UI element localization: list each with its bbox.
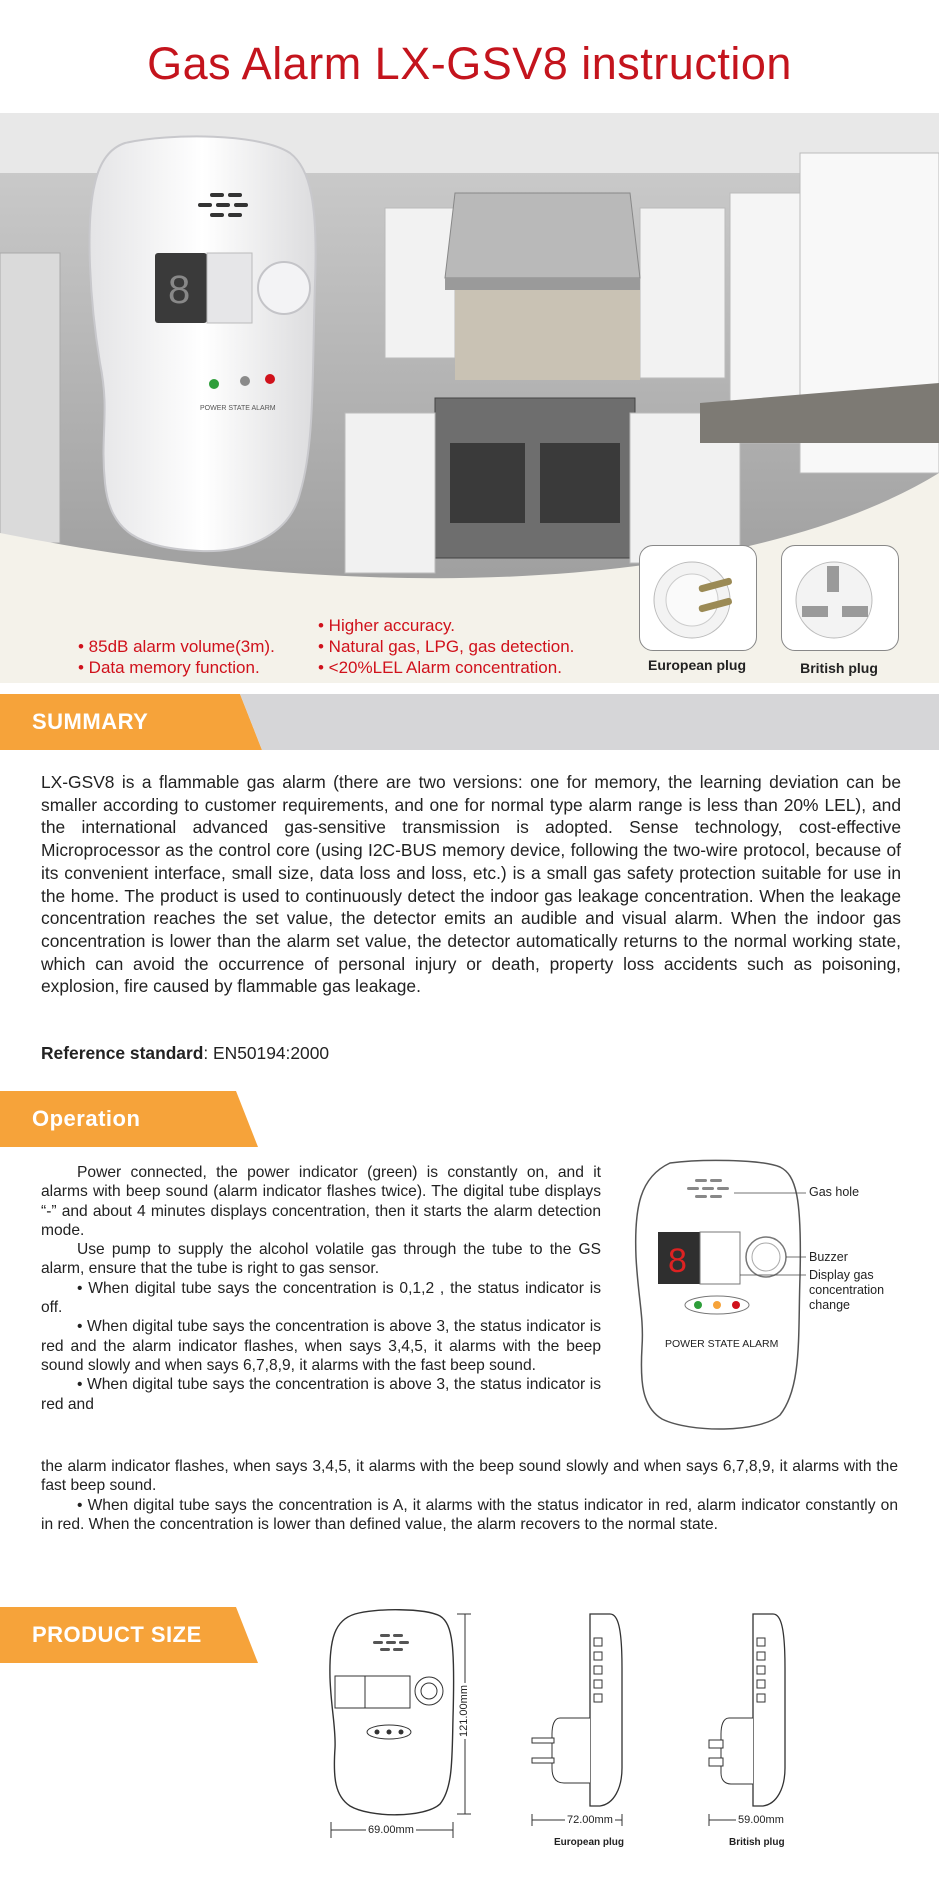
product-size-heading: PRODUCT SIZE [32,1622,202,1647]
british-plug-image [781,545,899,651]
summary-banner [0,694,939,750]
reference-standard [41,1043,329,1064]
european-plug-label: European plug [648,657,746,673]
uk-side-drawing [705,1608,805,1828]
british-plug-label: British plug [800,660,878,676]
height-dimension: 121.00mm [457,1685,470,1737]
operation-text [41,1163,601,1414]
summary-heading: SUMMARY [32,709,149,734]
buzzer-label: Buzzer [809,1250,848,1264]
display-label: Display gas concentration change [809,1268,885,1312]
operation-diagram [630,1157,810,1437]
european-plug-image [639,545,757,651]
operation-paragraph: Use pump to supply the alcohol volatile gas through the tube to the GS alarm, ensure that the tube is right to gas sensor. [41,1241,601,1278]
svg-text:POWER STATE ALARM: POWER STATE ALARM [200,405,276,412]
summary-body: LX-GSV8 is a flammable gas alarm (there are two versions: one for memory, the learning deviation can be smaller according to customer requirements, and one for normal type alarm range is less than 20% LEL), and the international advanced gas-sensitive transmission is adopted. Sense technology, cost-effective Microprocessor as the control core (using I2C-BUS memory device, following the two-wire protocol, because of its convenient interface, small size, data loss and loss, etc.) is a small gas safety protection suitable for use in the home. The product is used to continuously detect the indoor gas leakage concentration. When the leakage concentration reaches the set value, the detector emits an audible and visual alarm. When the indoor gas concentration is lower than the alarm set value, the detector automatically returns to the normal working state, which can avoid the occurrence of personal injury or death, property loss accidents such as poisoning, explosion, fire caused by flammable gas leakage. [41,772,901,997]
operation-heading: Operation [32,1106,141,1131]
width-dimension: 69.00mm [368,1824,414,1836]
eu-plug-caption: European plug [554,1837,624,1848]
feature-item: • Higher accuracy. [318,616,455,635]
product-size-banner [0,1607,260,1663]
indicator-labels: POWER STATE ALARM [665,1338,779,1350]
operation-text-full [41,1457,898,1534]
features-right [318,615,574,678]
operation-paragraph: • When digital tube says the concentration is above 3, the status indicator is red and the alarm indicator flashes, when says 3,4,5, it alarms with the beep sound slowly and when says 6,7,8,9, it alarms with the fast beep sound. [41,1318,601,1374]
features-left [78,636,275,678]
operation-paragraph: • When digital tube says the concentration is above 3, the status indicator is red and [41,1376,601,1413]
operation-paragraph: • When digital tube says the concentration is 0,1,2 , the status indicator is off. [41,1279,601,1317]
eu-depth-dimension: 72.00mm [567,1814,613,1826]
operation-paragraph: Power connected, the power indicator (green) is constantly on, and it alarms with beep sound (alarm indicator flashes twice). The digital tube displays “-” and about 4 minutes displays concentration, then it starts the alarm detection mode. [41,1164,601,1239]
feature-item: • 85dB alarm volume(3m). [78,637,275,656]
operation-paragraph: the alarm indicator flashes, when says 3,4,5, it alarms with the beep sound slowly and when says 6,7,8,9, it alarms with the fast beep sound. [41,1458,898,1495]
page-title: Gas Alarm LX-GSV8 instruction [147,38,792,89]
hero-banner [0,113,939,683]
uk-plug-caption: British plug [729,1837,785,1848]
operation-banner [0,1091,260,1147]
feature-item: • <20%LEL Alarm concentration. [318,658,562,677]
reference-label: Reference standard [41,1043,204,1063]
reference-value: : EN50194:2000 [203,1043,330,1063]
svg-text:8: 8 [668,1242,687,1280]
operation-paragraph: • When digital tube says the concentration is A, it alarms with the status indicator in red, alarm indicator constantly on in red. When the concentration is lower than defined value, the alarm recovers to the normal state. [41,1496,898,1533]
feature-item: • Natural gas, LPG, gas detection. [318,637,575,656]
feature-item: • Data memory function. [78,658,260,677]
uk-depth-dimension: 59.00mm [738,1814,784,1826]
gas-hole-label: Gas hole [809,1185,860,1199]
svg-text:8: 8 [168,268,191,312]
eu-side-drawing [530,1608,640,1828]
